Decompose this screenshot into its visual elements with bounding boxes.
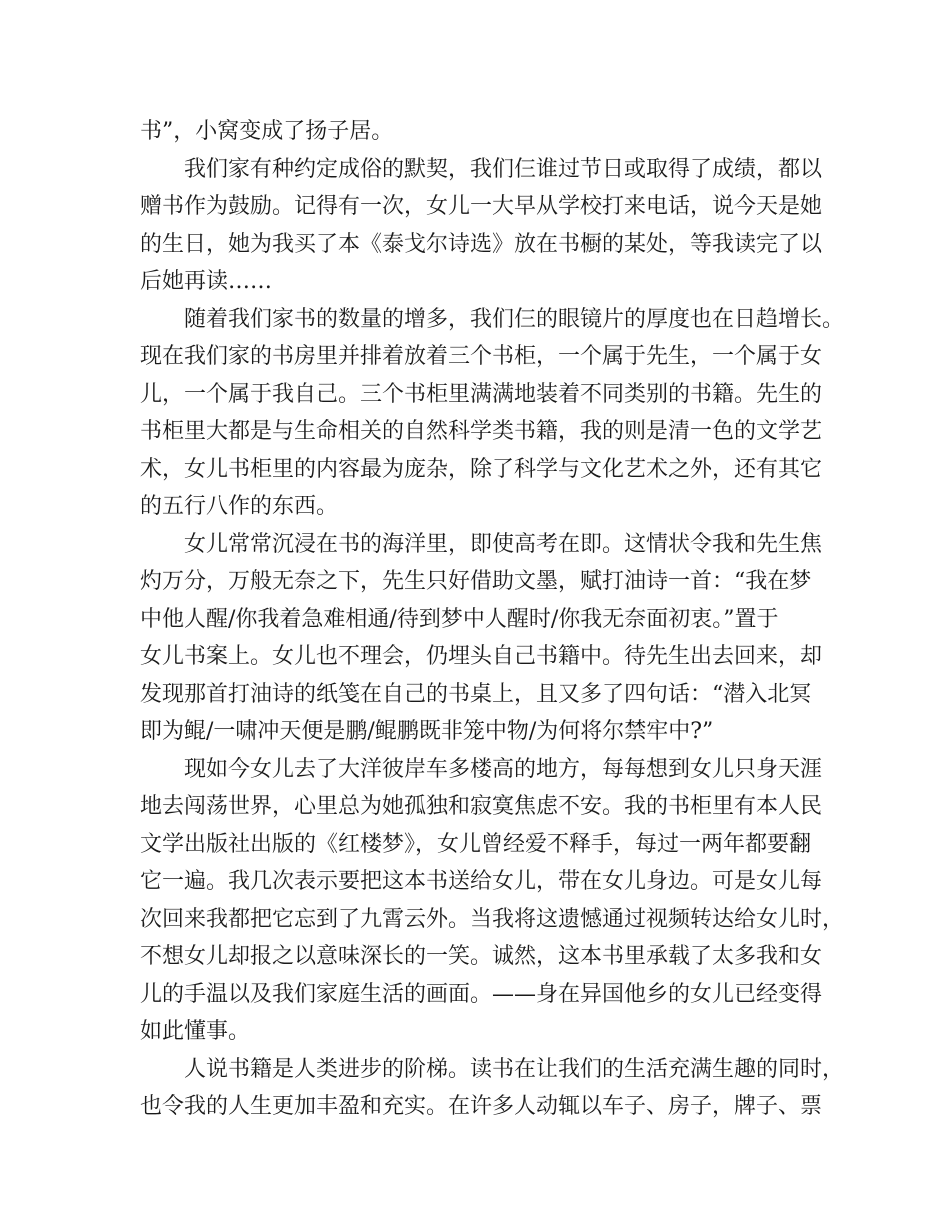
text-line: 中他人醒/你我着急难相通/待到梦中人醒时/你我无奈面初衷。”置于 [140,606,779,632]
paragraph-first-line: 随着我们家书的数量的增多，我们仨的眼镜片的厚度也在日趋增长。 [184,306,845,332]
text-line: 儿的手温以及我们家庭生活的画面。——身在异国他乡的女儿已经变得 [140,981,823,1007]
text-line: 灼万分，万般无奈之下，先生只好借助文墨，赋打油诗一首：“我在梦 [140,569,812,594]
text-line: 术，女儿书柜里的内容最为庞杂，除了科学与文化艺术之外，还有其它 [140,456,823,482]
text-line: 它一遍。我几次表示要把这本书送给女儿，带在女儿身边。可是女儿每 [140,869,823,894]
text-line: 儿，一个属于我自己。三个书柜里满满地装着不同类别的书籍。先生的 [140,381,823,407]
paragraph-first-line: 我们家有种约定成俗的默契，我们仨谁过节日或取得了成绩，都以 [184,156,823,182]
text-line: 文学出版社出版的《红楼梦》，女儿曾经爱不释手，每过一两年都要翻 [140,831,812,857]
text-line: 的五行八作的东西。 [140,494,339,519]
paragraph-first-line: 现如今女儿去了大洋彼岸车多楼高的地方，每每想到女儿只身天涯 [184,756,823,782]
text-line: 即为鲲/一啸冲天便是鹏/鲲鹏既非笼中物/为何将尔禁牢中?” [140,719,714,744]
text-line: 书柜里大都是与生命相关的自然科学类书籍，我的则是清一色的文学艺 [140,419,823,444]
text-line: 赠书作为鼓励。记得有一次，女儿一大早从学校打来电话，说今天是她 [140,194,823,219]
article-body [140,113,845,1126]
text-line: 的生日，她为我买了本《泰戈尔诗选》放在书橱的某处，等我读完了以 [140,231,823,257]
text-line: 书”，小窝变成了扬子居。 [140,119,394,144]
text-line: 也令我的人生更加丰盈和充实。在许多人动辄以车子、房子，牌子、票 [140,1094,823,1119]
paragraph-first-line: 女儿常常沉浸在书的海洋里，即使高考在即。这情状令我和先生焦 [184,531,823,557]
text-line: 不想女儿却报之以意味深长的一笑。诚然，这本书里承载了太多我和女 [140,944,823,969]
paragraph-first-line: 人说书籍是人类进步的阶梯。读书在让我们的生活充满生趣的同时， [184,1056,845,1082]
text-line: 发现那首打油诗的纸笺在自己的书桌上，且又多了四句话：“潜入北冥 [140,681,812,707]
text-line: 地去闯荡世界，心里总为她孤独和寂寞焦虑不安。我的书柜里有本人民 [140,794,823,819]
text-line: 次回来我都把它忘到了九霄云外。当我将这遗憾通过视频转达给女儿时， [140,906,845,932]
text-line: 女儿书案上。女儿也不理会，仍埋头自己书籍中。待先生出去回来，却 [140,644,823,669]
text-line: 如此懂事。 [140,1019,251,1044]
text-line: 后她再读…… [140,269,273,294]
text-line: 现在我们家的书房里并排着放着三个书柜，一个属于先生，一个属于女 [140,344,823,369]
